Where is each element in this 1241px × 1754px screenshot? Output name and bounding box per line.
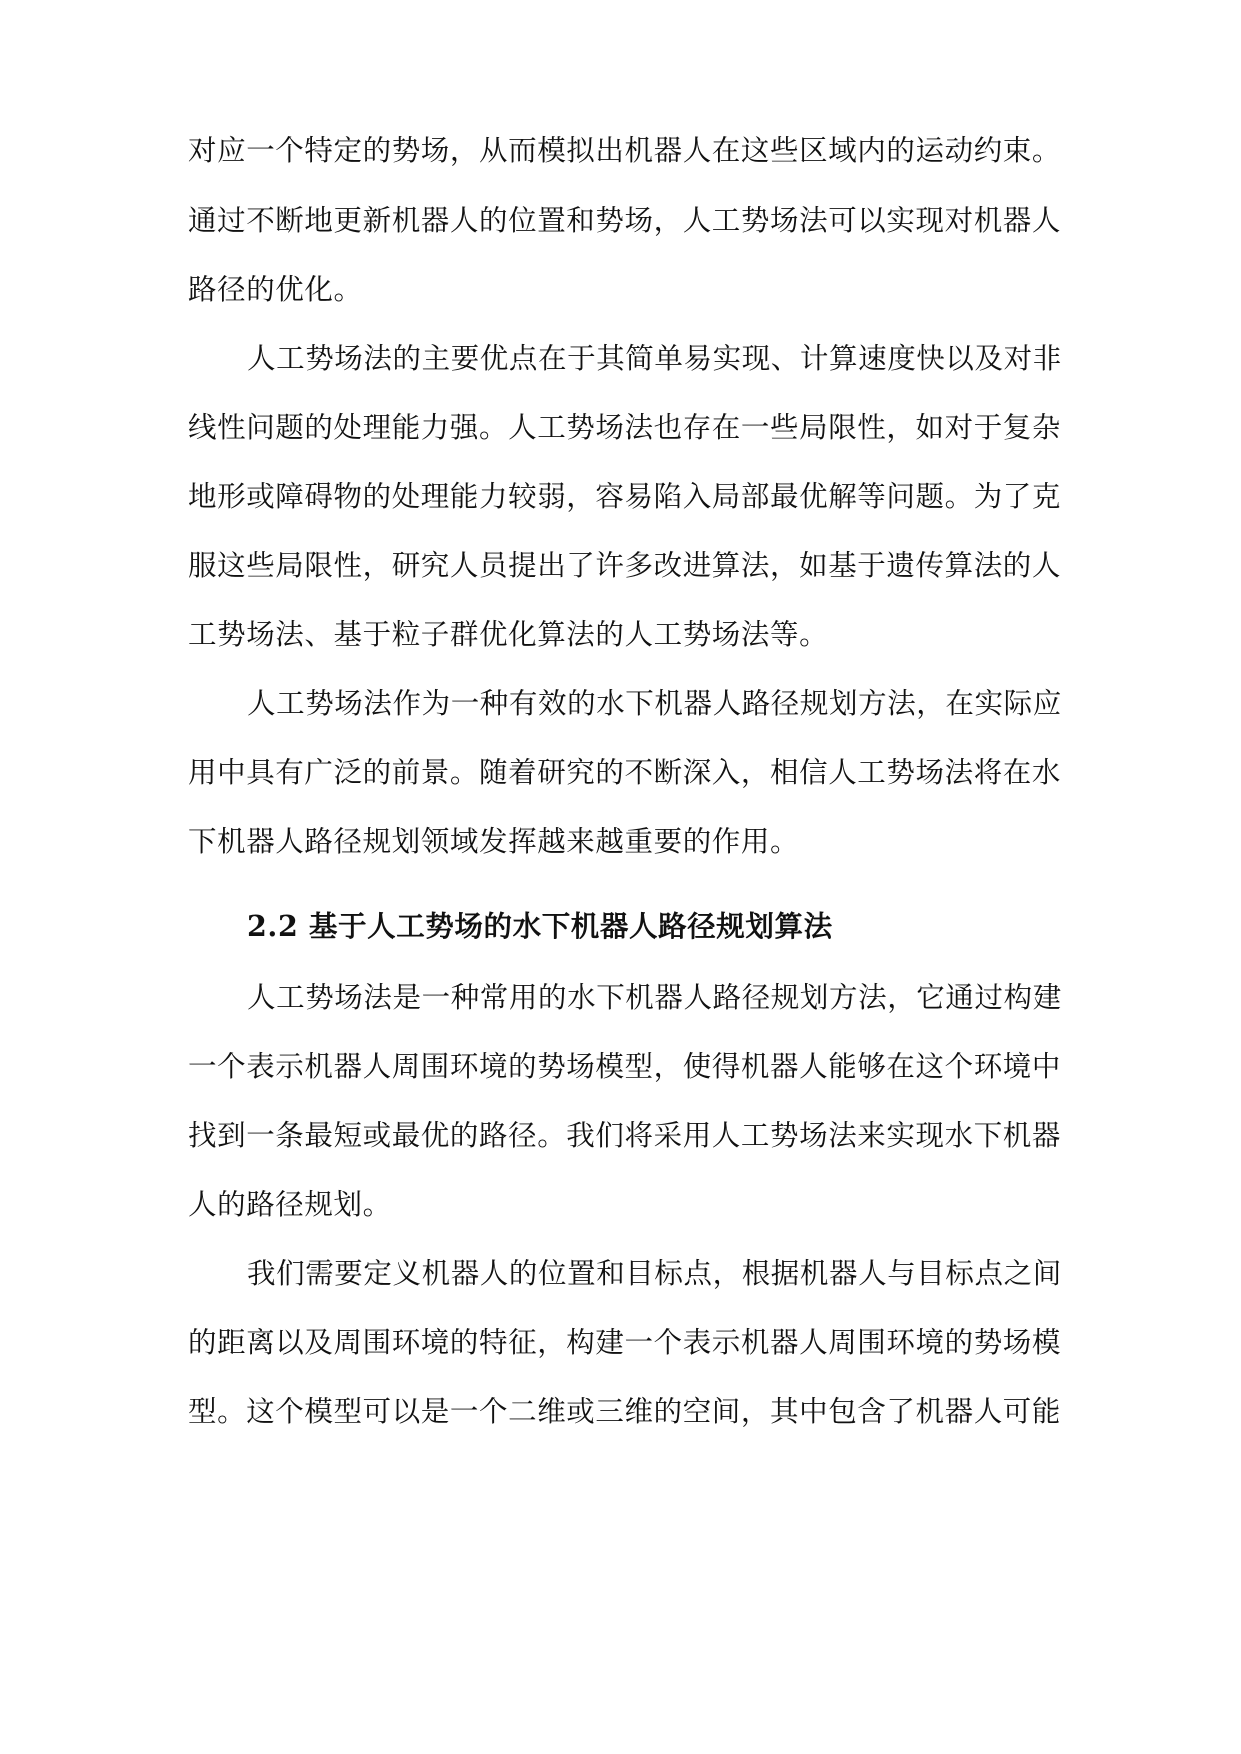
paragraph-3-line-2: 用中具有广泛的前景。随着研究的不断深入，相信人工势场法将在水: [188, 756, 1062, 789]
section-paragraph-2-line-3: 型。这个模型可以是一个二维或三维的空间，其中包含了机器人可能: [188, 1395, 1062, 1428]
paragraph-2-line-5: 工势场法、基于粒子群优化算法的人工势场法等。: [188, 618, 829, 651]
paragraph-2-line-4: 服这些局限性，研究人员提出了许多改进算法，如基于遗传算法的人: [188, 549, 1062, 582]
section-paragraph-1-line-1: 人工势场法是一种常用的水下机器人路径规划方法，它通过构建: [247, 981, 1062, 1014]
paragraph-2-line-3: 地形或障碍物的处理能力较弱，容易陷入局部最优解等问题。为了克: [188, 480, 1062, 513]
section-paragraph-2-line-1: 我们需要定义机器人的位置和目标点，根据机器人与目标点之间: [247, 1257, 1062, 1290]
section-paragraph-1-line-4: 人的路径规划。: [188, 1188, 392, 1221]
paragraph-1-line-2: 通过不断地更新机器人的位置和势场，人工势场法可以实现对机器人: [188, 204, 1062, 237]
section-paragraph-2-line-2: 的距离以及周围环境的特征，构建一个表示机器人周围环境的势场模: [188, 1326, 1062, 1359]
paragraph-3-line-1: 人工势场法作为一种有效的水下机器人路径规划方法，在实际应: [247, 687, 1062, 720]
section-paragraph-1-line-3: 找到一条最短或最优的路径。我们将采用人工势场法来实现水下机器: [188, 1119, 1062, 1152]
paragraph-3-line-3: 下机器人路径规划领域发挥越来越重要的作用。: [188, 825, 800, 858]
paragraph-2-line-2: 线性问题的处理能力强。人工势场法也存在一些局限性，如对于复杂: [188, 411, 1062, 444]
paragraph-1-line-3: 路径的优化。: [188, 273, 363, 306]
paragraph-1-line-1: 对应一个特定的势场，从而模拟出机器人在这些区域内的运动约束。: [188, 134, 1062, 167]
section-paragraph-1-line-2: 一个表示机器人周围环境的势场模型，使得机器人能够在这个环境中: [188, 1050, 1062, 1083]
paragraph-2-line-1: 人工势场法的主要优点在于其简单易实现、计算速度快以及对非: [247, 342, 1062, 375]
section-heading: 2.2 基于人工势场的水下机器人路径规划算法: [247, 909, 833, 943]
